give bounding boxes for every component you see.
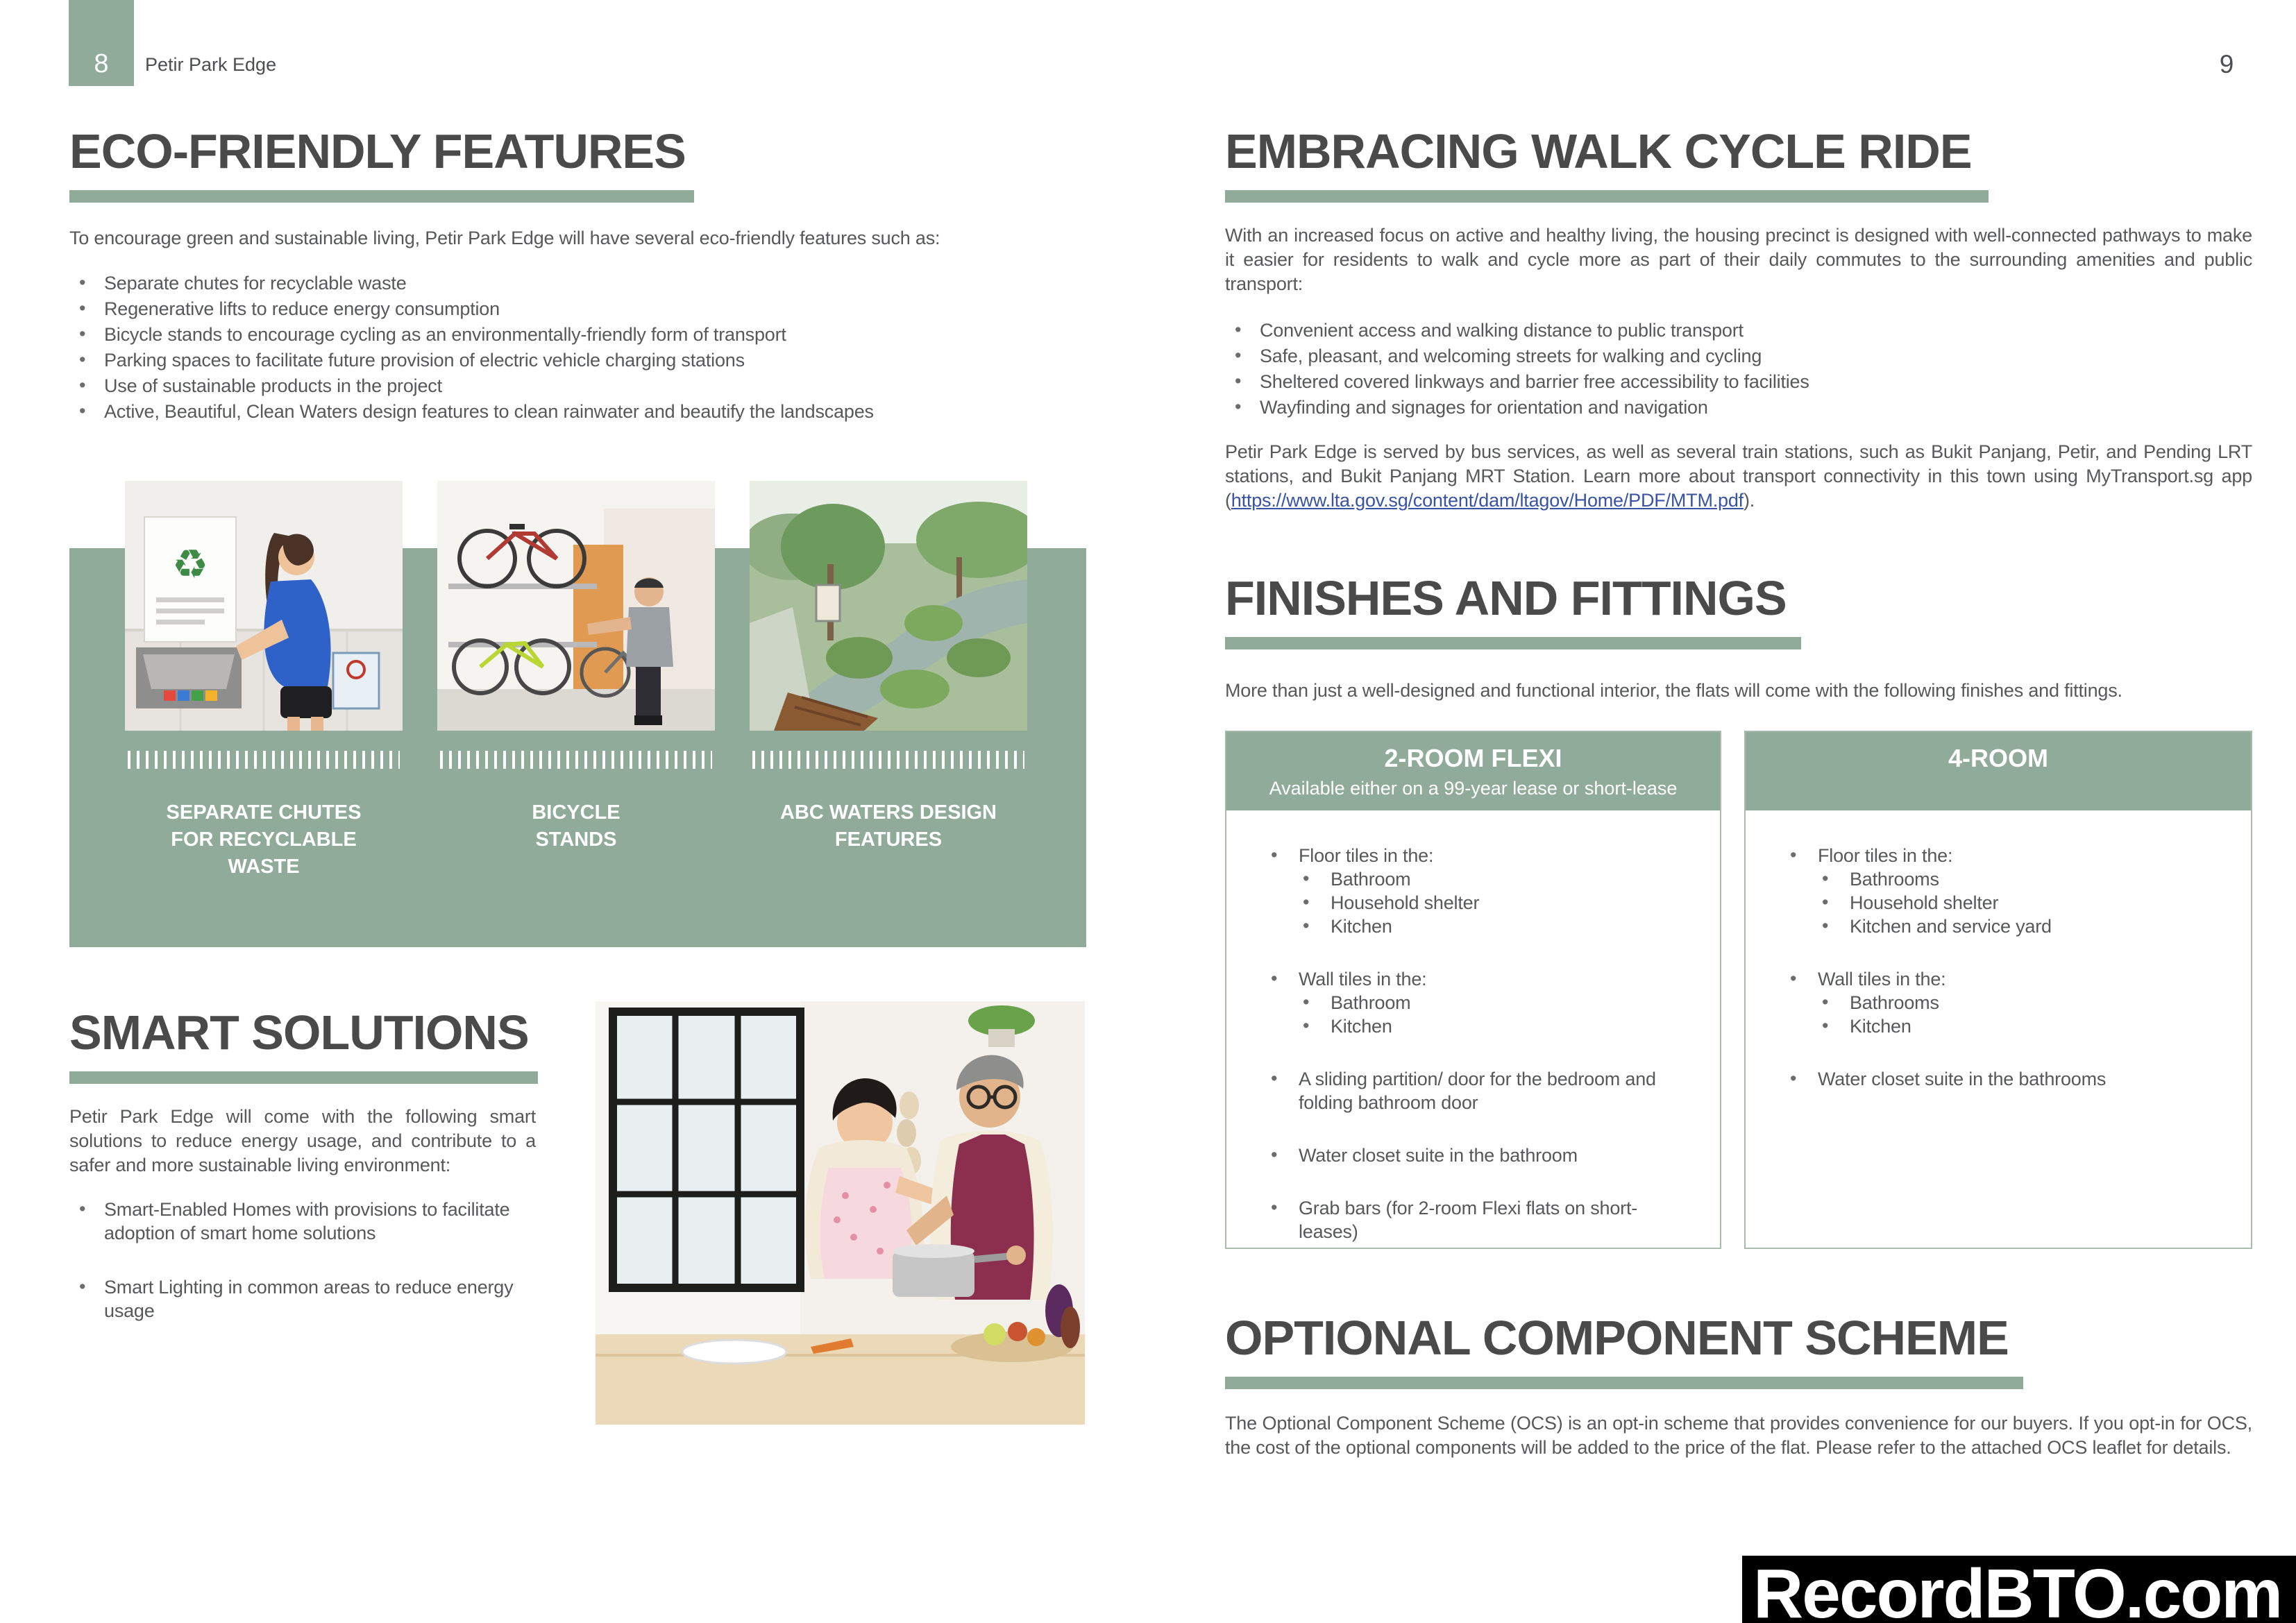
watermark-text: RecordBTO.com bbox=[1753, 1556, 2282, 1623]
smart-intro: Petir Park Edge will come with the following smart solutions to reduce energy usage, and contribute to a safer and more sustainable living environment: bbox=[69, 1106, 536, 1175]
finishes-accent-bar bbox=[1225, 637, 1801, 649]
eco-accent-bar bbox=[69, 190, 694, 203]
smart-section-title: SMART SOLUTIONS bbox=[69, 1005, 529, 1060]
bicycle-stands-photo bbox=[437, 481, 715, 731]
smart-living-couple-photo bbox=[596, 1001, 1085, 1425]
tick-divider bbox=[752, 751, 1024, 769]
tick-divider bbox=[440, 751, 712, 769]
smart-accent-bar bbox=[69, 1071, 538, 1084]
eco-intro: To encourage green and sustainable living, Petir Park Edge will have several eco-friendly features such as: bbox=[69, 228, 940, 248]
room2-flexi-subtitle: Available either on a 99-year lease or short-lease bbox=[1269, 778, 1678, 799]
finish-item: • Wall tiles in the: bbox=[1786, 967, 2227, 991]
finish-subitem: • Kitchen bbox=[1299, 1014, 1696, 1038]
smart-bullet: • Smart Lighting in common areas to reduce energy usage bbox=[69, 1275, 538, 1323]
room4-box bbox=[1744, 731, 2252, 1249]
photo-column-bicycles bbox=[437, 481, 715, 853]
room2-flexi-header bbox=[1226, 732, 1720, 810]
mytransport-link[interactable]: https://www.lta.gov.sg/content/dam/ltagov/Home/PDF/MTM.pdf bbox=[1231, 490, 1744, 511]
finish-item: • Grab bars (for 2-room Flexi flats on short-leases) bbox=[1267, 1196, 1696, 1243]
photo-caption: ABC WATERS DESIGN FEATURES bbox=[779, 801, 997, 851]
finish-subitem: • Bathroom bbox=[1299, 991, 1696, 1014]
room2-flexi-box bbox=[1225, 731, 1721, 1249]
walk-section-title: EMBRACING WALK CYCLE RIDE bbox=[1225, 124, 1972, 178]
photo-column-recycling bbox=[125, 481, 403, 881]
finish-subitem: • Kitchen and service yard bbox=[1818, 915, 2227, 938]
transport-text-after: ). bbox=[1744, 490, 1755, 511]
abc-waters-photo bbox=[750, 481, 1027, 731]
document-title: Petir Park Edge bbox=[145, 54, 277, 75]
finish-subitem: • Kitchen bbox=[1818, 1014, 2227, 1038]
transport-paragraph bbox=[1225, 440, 2252, 513]
walk-bullet-list bbox=[1225, 319, 2252, 422]
eco-bullet: • Use of sustainable products in the project bbox=[69, 375, 1086, 398]
walk-bullet: • Safe, pleasant, and welcoming streets for walking and cycling bbox=[1225, 345, 2252, 368]
tick-divider bbox=[128, 751, 400, 769]
photo-caption: BICYCLE STANDS bbox=[532, 801, 621, 851]
finish-subitem: • Bathrooms bbox=[1818, 991, 2227, 1014]
finish-subitem: • Household shelter bbox=[1818, 891, 2227, 915]
room2-flexi-title: 2-ROOM FLEXI bbox=[1384, 744, 1562, 772]
right-page-number: 9 bbox=[2219, 50, 2234, 78]
room4-header bbox=[1746, 732, 2251, 810]
eco-photos-panel bbox=[69, 542, 1086, 947]
left-page-number: 8 bbox=[94, 49, 109, 78]
walk-bullet: • Sheltered covered linkways and barrier free accessibility to facilities bbox=[1225, 371, 2252, 393]
ocs-section-title: OPTIONAL COMPONENT SCHEME bbox=[1225, 1311, 2009, 1365]
recycling-chute-photo bbox=[125, 481, 403, 731]
room2-flexi-body bbox=[1226, 810, 1720, 1243]
walk-bullet: • Wayfinding and signages for orientation and navigation bbox=[1225, 396, 2252, 419]
smart-bullet-list bbox=[69, 1198, 538, 1353]
eco-bullet: • Parking spaces to facilitate future provision of electric vehicle charging stations bbox=[69, 349, 1086, 372]
finish-subitem: • Kitchen bbox=[1299, 915, 1696, 938]
smart-bullet: • Smart-Enabled Homes with provisions to facilitate adoption of smart home solutions bbox=[69, 1198, 538, 1245]
finish-item: • Wall tiles in the: bbox=[1267, 967, 1696, 991]
eco-section-title: ECO-FRIENDLY FEATURES bbox=[69, 124, 686, 178]
ocs-accent-bar bbox=[1225, 1377, 2023, 1389]
watermark-banner bbox=[1742, 1556, 2296, 1623]
left-page-number-box bbox=[69, 0, 134, 86]
walk-intro: With an increased focus on active and healthy living, the housing precinct is designed with well-connected pathways to make it easier for residents to walk and cycle more as part of their daily commutes to the surrounding amenities and public transport: bbox=[1225, 225, 2252, 294]
eco-bullet: • Separate chutes for recyclable waste bbox=[69, 272, 1086, 295]
transport-text-before: Petir Park Edge is served by bus services, as well as several train stations, such as Bukit Panjang, Petir, and Pending LRT stations, and Bukit Panjang MRT Station. Learn more about transport connectivity in this town using MyTransport.sg app ( bbox=[1225, 441, 2252, 511]
photo-column-waters bbox=[750, 481, 1027, 853]
finish-subitem: • Household shelter bbox=[1299, 891, 1696, 915]
finish-item: • Water closet suite in the bathrooms bbox=[1786, 1067, 2227, 1091]
finish-item: • A sliding partition/ door for the bedroom and folding bathroom door bbox=[1267, 1067, 1696, 1114]
eco-bullet-list bbox=[69, 272, 1086, 426]
finish-item: • Floor tiles in the: bbox=[1786, 844, 2227, 867]
finish-item: • Floor tiles in the: bbox=[1267, 844, 1696, 867]
ocs-body: The Optional Component Scheme (OCS) is an opt-in scheme that provides convenience for our buyers. If you opt-in for OCS, the cost of the optional components will be added to the price of the flat. Please refer to the attached OCS leaflet for details. bbox=[1225, 1413, 2252, 1458]
walk-bullet: • Convenient access and walking distance to public transport bbox=[1225, 319, 2252, 342]
room4-title: 4-ROOM bbox=[1948, 744, 2048, 772]
eco-bullet: • Regenerative lifts to reduce energy consumption bbox=[69, 298, 1086, 321]
finish-item: • Water closet suite in the bathroom bbox=[1267, 1144, 1696, 1167]
finish-subitem: • Bathrooms bbox=[1818, 867, 2227, 891]
eco-bullet: • Bicycle stands to encourage cycling as an environmentally-friendly form of transport bbox=[69, 323, 1086, 346]
svg-text:♻: ♻ bbox=[172, 542, 208, 587]
finish-subitem: • Bathroom bbox=[1299, 867, 1696, 891]
walk-accent-bar bbox=[1225, 190, 1989, 203]
eco-bullet: • Active, Beautiful, Clean Waters design features to clean rainwater and beautify the landscapes bbox=[69, 400, 1086, 423]
photo-caption: SEPARATE CHUTES FOR RECYCLABLE WASTE bbox=[166, 801, 362, 878]
finishes-intro: More than just a well-designed and functional interior, the flats will come with the following finishes and fittings. bbox=[1225, 680, 2122, 701]
room4-body bbox=[1746, 810, 2251, 1091]
finishes-section-title: FINISHES AND FITTINGS bbox=[1225, 571, 1787, 625]
